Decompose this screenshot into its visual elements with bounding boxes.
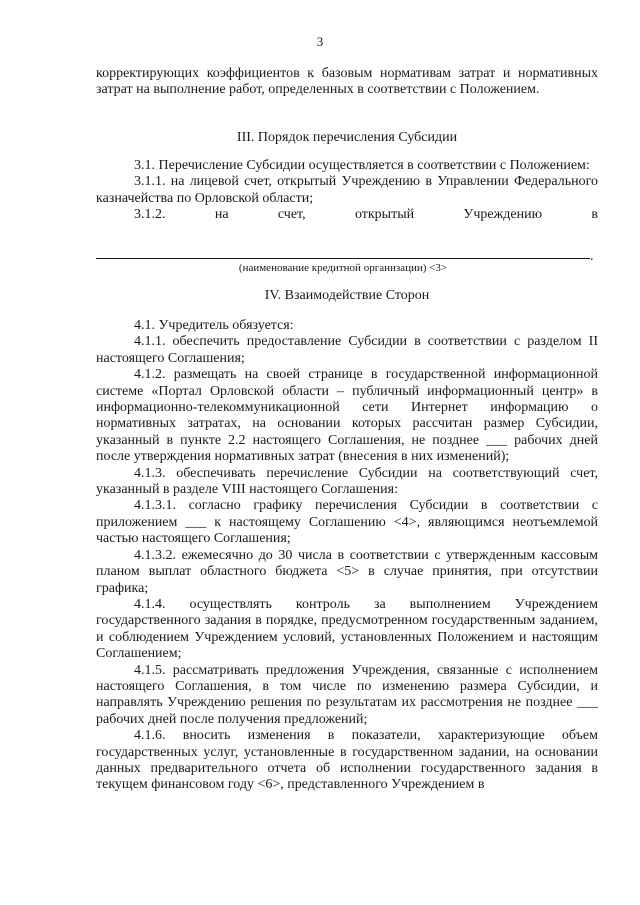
paragraph-3-1-1: 3.1.1. на лицевой счет, открытый Учреждению в Управлении Федерального казначейства по Орловской области; — [96, 174, 598, 206]
bank-name-caption: (наименование кредитной организации) <3> — [238, 262, 448, 274]
paragraph-4-1-3-2: 4.1.3.2. ежемесячно до 30 числа в соответствии с утвержденным кассовым планом выплат областного бюджета <5> в случае принятия, при отсутствии графика; — [96, 547, 598, 596]
paragraph-4-1-3-1: 4.1.3.1. согласно графику перечисления Субсидии в соответствии с приложением ___ к настоящему Соглашению <4>, являющимся неотъемлемой частью настоящего Соглашения; — [96, 498, 598, 547]
paragraph-4-1: 4.1. Учредитель обязуется: — [134, 318, 294, 333]
bank-line-period: . — [590, 249, 594, 264]
section-4-body — [96, 318, 598, 794]
paragraph-3-1: 3.1. Перечисление Субсидии осуществляется в соответствии с Положением: — [134, 158, 590, 173]
section-3-body — [96, 158, 598, 224]
section-4-heading: IV. Взаимодействие Сторон — [264, 288, 430, 303]
paragraph-4-1-1: 4.1.1. обеспечить предоставление Субсидии в соответствии с разделом II настоящего Соглашения; — [96, 334, 598, 366]
intro-text: корректирующих коэффициентов к базовым нормативам затрат и нормативных затрат на выполнение работ, определенных в соответствии с Положением. — [96, 66, 598, 98]
intro-paragraph — [96, 66, 598, 99]
section-3-heading: III. Порядок перечисления Субсидии — [236, 130, 458, 145]
paragraph-3-1-2: 3.1.2. на счет, открытый Учреждению в — [134, 207, 598, 223]
paragraph-4-1-2: 4.1.2. размещать на своей странице в государственной информационной системе «Портал Орловской области – публичный информационный центр» в информационно-телекоммуникационной сети Интернет информацию о нормативных затратах, на основании которых рассчитан размер Субсидии, указанный в пункте 2.2 настоящего Соглашения, не позднее ___ рабочих дней после утверждения нормативных затрат (внесения в них изменений); — [96, 367, 598, 465]
paragraph-4-1-4: 4.1.4. осуществлять контроль за выполнением Учреждением государственного задания в порядке, предусмотренном государственным заданием, и соблюдением Учреждением условий, установленных Положением и настоящим Соглашением; — [96, 596, 598, 662]
paragraph-4-1-5: 4.1.5. рассматривать предложения Учреждения, связанные с исполнением настоящего Соглашения, в том числе по изменению размера Субсидии, и направлять Учреждению решения по результатам их рассмотрения не позднее ___ рабочих дней после получения предложений; — [96, 662, 598, 727]
paragraph-4-1-3: 4.1.3. обеспечивать перечисление Субсидии на соответствующий счет, указанный в разделе VIII настоящего Соглашения: — [96, 465, 598, 498]
bank-name-blank-line — [96, 258, 590, 259]
page-number: 3 — [316, 34, 324, 49]
paragraph-4-1-6: 4.1.6. вносить изменения в показатели, характеризующие объем государственных услуг, установленные в государственном задании, на основании данных предварительного отчета об исполнении государственного задания в текущем финансовом году <6>, представленного Учреждением в — [96, 728, 598, 793]
